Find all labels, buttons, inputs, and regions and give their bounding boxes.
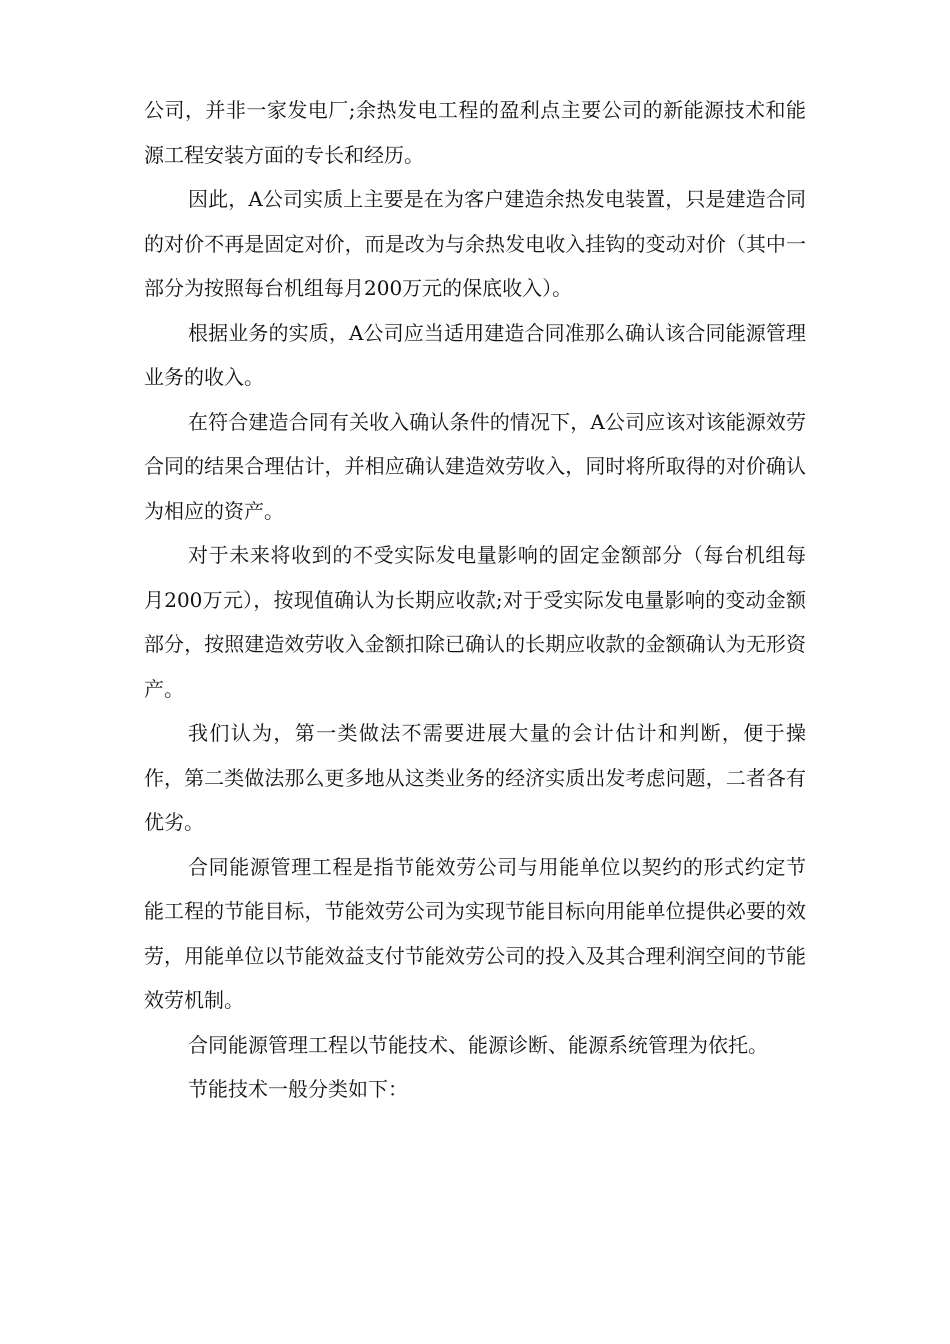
paragraph-continuation: 公司，并非一家发电厂;余热发电工程的盈利点主要公司的新能源技术和能源工程安装方面的专长和经历。 [144,98,806,167]
paragraph: 对于未来将收到的不受实际发电量影响的固定金额部分（每台机组每月200万元），按现值确认为长期应收款;对于受实际发电量影响的变动金额部分，按照建造效劳收入金额扣除已确认的长期应收款的金额确认为无形资产。 [144,543,806,701]
paragraph: 因此，A公司实质上主要是在为客户建造余热发电装置，只是建造合同的对价不再是固定对价，而是改为与余热发电收入挂钩的变动对价（其中一部分为按照每台机组每月200万元的保底收入）。 [144,187,806,300]
paragraph: 合同能源管理工程是指节能效劳公司与用能单位以契约的形式约定节能工程的节能目标，节能效劳公司为实现节能目标向用能单位提供必要的效劳，用能单位以节能效益支付节能效劳公司的投入及其合理利润空间的节能效劳机制。 [144,854,806,1012]
paragraph: 合同能源管理工程以节能技术、能源诊断、能源系统管理为依托。 [188,1032,768,1057]
paragraph: 根据业务的实质，A公司应当适用建造合同准那么确认该合同能源管理业务的收入。 [144,320,806,389]
document-body [144,88,806,1112]
paragraph: 我们认为，第一类做法不需要进展大量的会计估计和判断，便于操作，第二类做法那么更多地从这类业务的经济实质出发考虑问题，二者各有优劣。 [144,721,806,834]
paragraph: 在符合建造合同有关收入确认条件的情况下，A公司应该对该能源效劳合同的结果合理估计，并相应确认建造效劳收入，同时将所取得的对价确认为相应的资产。 [144,409,806,523]
paragraph: 节能技术一般分类如下： [188,1077,408,1101]
